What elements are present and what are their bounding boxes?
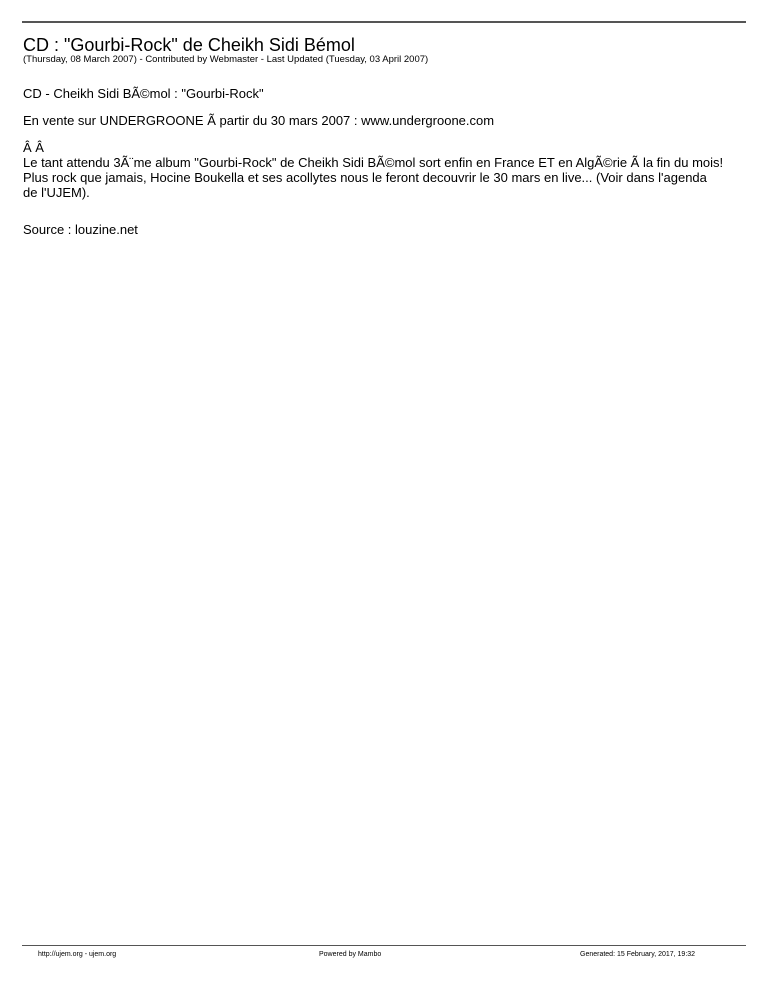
article-meta: (Thursday, 08 March 2007) - Contributed by Webmaster - Last Updated (Tuesday, 03 April 2007)	[23, 54, 429, 65]
footer-powered-by: Powered by Mambo	[319, 951, 382, 958]
body-paragraph-cd-title: CD - Cheikh Sidi BÃ©mol : "Gourbi-Rock"	[23, 86, 264, 101]
body-paragraph-source: Source : louzine.net	[23, 222, 138, 237]
body-paragraph-sale-info: En vente sur UNDERGROONE Ã partir du 30 mars 2007 : www.undergroone.com	[23, 113, 495, 128]
top-divider	[22, 21, 746, 23]
body-paragraph-album-description	[23, 140, 748, 200]
bottom-divider	[22, 945, 746, 946]
body-line: Plus rock que jamais, Hocine Boukella et ses acollytes nous le feront decouvrir le 30 mars en live... (Voir dans l'agenda	[23, 170, 707, 185]
body-line: de l'UJEM).	[23, 185, 90, 200]
body-line-spacer: Â Â	[23, 140, 44, 155]
footer-generated-date: Generated: 15 February, 2017, 19:32	[580, 951, 696, 958]
footer-site-url: http://ujem.org - ujem.org	[38, 951, 117, 958]
body-line: Le tant attendu 3Ã¨me album "Gourbi-Rock" de Cheikh Sidi BÃ©mol sort enfin en France ET en AlgÃ©rie Ã la fin du mois!	[23, 155, 724, 170]
article-title: CD : "Gourbi-Rock" de Cheikh Sidi Bémol	[23, 35, 355, 55]
